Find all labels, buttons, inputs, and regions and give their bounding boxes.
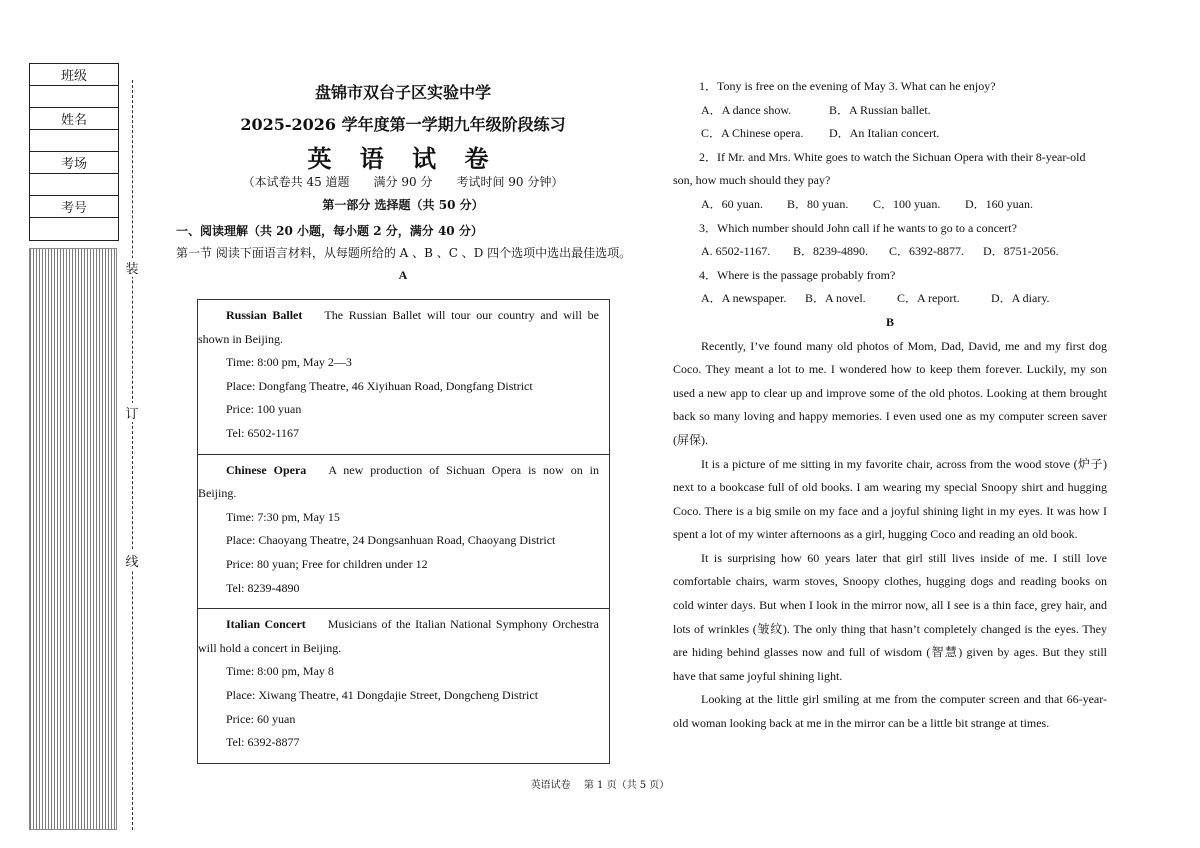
option-d[interactable]: D．An Italian concert. (829, 126, 940, 141)
option-c[interactable]: C．6392-8877. (889, 244, 965, 259)
ad-name: Italian Concert (226, 617, 306, 632)
question-4-options (673, 287, 1107, 311)
ad-time: Time: 7:30 pm, May 15 (226, 509, 340, 524)
ad-price: Price: 60 yuan (226, 711, 296, 726)
section-heading: 一、阅读理解（共 20 小题，每小题 2 分，满分 40 分） (176, 224, 483, 238)
ad-time: Time: 8:00 pm, May 2—3 (226, 355, 352, 370)
exam-number-label: 考号 (30, 196, 118, 218)
class-field[interactable] (30, 86, 118, 108)
part-one-heading: 第一部分 选择题（共 50 分） (322, 198, 484, 212)
fold-char-xian: 线 (124, 551, 140, 570)
exam-room-label: 考场 (30, 152, 118, 174)
passage-b-paragraph-3: It is surprising how 60 years later that girl still lives inside of me. I still love comfortable chairs, warm stoves, Snoopy clothes, hugging dogs and reading books on cold winter days. But when I look in the mirror now, all I see is a thin face, grey hair, and lots of wrinkles (皱纹). The only thing that hasn’t completely changed is the eyes. They are hiding behind glasses now and full of wisdom (智慧) given by ages. But they still have that same joyful shining light. (673, 550, 1107, 683)
ad-lead: Musicians of the Italian National Symphony Orchestra will hold a concert in Beijing. (198, 617, 599, 655)
ad-tel: Tel: 6502-1167 (226, 425, 300, 440)
exam-room-field[interactable] (30, 174, 118, 196)
fold-char-ding: 订 (124, 403, 140, 422)
name-field[interactable] (30, 130, 118, 152)
option-d[interactable]: D．8751-2056. (983, 244, 1059, 259)
ad-tel: Tel: 8239-4890 (226, 580, 300, 595)
option-c[interactable]: C．A Chinese opera. (701, 126, 804, 141)
exam-number-field[interactable] (30, 218, 118, 240)
question-1-options-row-1 (673, 99, 1107, 123)
right-column (673, 75, 1107, 736)
ad-italian-concert (198, 609, 609, 763)
option-b[interactable]: B．A novel. (805, 291, 866, 306)
ad-name: Russian Ballet (226, 308, 303, 322)
ad-place: Place: Dongfang Theatre, 46 Xiyihuan Road, Dongfang District (226, 378, 533, 393)
subject-title: 英 语 试 卷 (307, 144, 499, 173)
option-d[interactable]: D．160 yuan. (965, 196, 1033, 211)
fold-char-zhuang: 装 (124, 258, 140, 277)
option-a[interactable]: A. 6502-1167. (701, 244, 771, 259)
school-name: 盘锦市双台子区实验中学 (314, 83, 491, 102)
option-b[interactable]: B．A Russian ballet. (829, 102, 931, 117)
section-instruction: 第一节 阅读下面语言材料，从每题所给的 A 、B 、C 、D 四个选项中选出最佳选项。 (176, 246, 632, 260)
question-2-stem-continued: son, how much should they pay? (673, 173, 831, 188)
name-label: 姓名 (30, 108, 118, 130)
passage-b-paragraph-1: Recently, I’ve found many old photos of Mom, Dad, David, me and my first dog Coco. They meant a lot to me. I wondered how to keep them forever. Luckily, my son used a new app to clear up and improve some of the old photos. Looking at them brought back so many loving and happy memories. I even used one as my computer screen saver (屏保). (673, 338, 1107, 447)
option-c[interactable]: C．100 yuan. (873, 196, 941, 211)
question-2-options (673, 193, 1107, 217)
option-a[interactable]: A．60 yuan. (701, 196, 763, 211)
question-3-stem: 3．Which number should John call if he wants to go to a concert? (699, 220, 1017, 235)
fold-dashed-line (132, 80, 133, 830)
option-a[interactable]: A．A dance show. (701, 102, 792, 117)
page-footer: 英语试卷 第 1 页（共 5 页） (530, 780, 670, 791)
exam-meta: （本试卷共 45 道题 满分 90 分 考试时间 90 分钟） (242, 175, 564, 189)
question-4-stem: 4．Where is the passage probably from? (699, 267, 896, 282)
ads-box (197, 299, 610, 764)
option-b[interactable]: B．80 yuan. (787, 196, 849, 211)
passage-b-label: B (885, 314, 894, 329)
option-c[interactable]: C．A report. (897, 291, 960, 306)
ad-place: Place: Chaoyang Theatre, 24 Dongsanhuan Road, Chaoyang District (226, 533, 556, 548)
class-label: 班级 (30, 64, 118, 86)
ad-price: Price: 100 yuan (226, 402, 302, 417)
ad-tel: Tel: 6392-8877 (226, 735, 300, 750)
question-3-options (673, 240, 1107, 264)
ad-name: Chinese Opera (226, 462, 307, 477)
option-a[interactable]: A．A newspaper. (701, 291, 787, 306)
ad-chinese-opera (198, 455, 609, 610)
ad-russian-ballet (198, 300, 609, 455)
ad-lead: A new production of Sichuan Opera is now on in Beijing. (198, 462, 599, 501)
passage-b-paragraph-4: Looking at the little girl smiling at me from the computer screen and that 66-year-old woman looking back at me in the mirror can be a little bit strange at times. (673, 692, 1107, 731)
passage-a-label: A (398, 268, 408, 282)
ad-lead: The Russian Ballet will tour our country and will be shown in Beijing. (198, 308, 599, 346)
ad-price: Price: 80 yuan; Free for children under 12 (226, 556, 428, 571)
question-1-options-row-2 (673, 122, 1107, 146)
hatched-binding-area (29, 248, 117, 830)
term-title: 2025-2026 学年度第一学期九年级阶段练习 (240, 115, 566, 134)
option-d[interactable]: D．A diary. (991, 291, 1050, 306)
question-2-stem: 2．If Mr. and Mrs. White goes to watch the Sichuan Opera with their 8-year-old (699, 149, 1086, 164)
question-1-stem: 1．Tony is free on the evening of May 3. What can he enjoy? (699, 79, 996, 93)
option-b[interactable]: B．8239-4890. (793, 244, 869, 259)
ad-place: Place: Xiwang Theatre, 41 Dongdajie Street, Dongcheng District (226, 687, 539, 702)
student-info-table (29, 63, 119, 241)
passage-b-paragraph-2: It is a picture of me sitting in my favorite chair, across from the wood stove (炉子) next to a bookcase full of old books. I am wearing my special Snoopy shirt and hugging Coco. There is a big smile on my face and a joyful shining light in my eyes. It was how I spent a lot of my winter afternoons as a girl, hugging Coco and reading an old book. (673, 456, 1107, 542)
ad-time: Time: 8:00 pm, May 8 (226, 664, 334, 679)
